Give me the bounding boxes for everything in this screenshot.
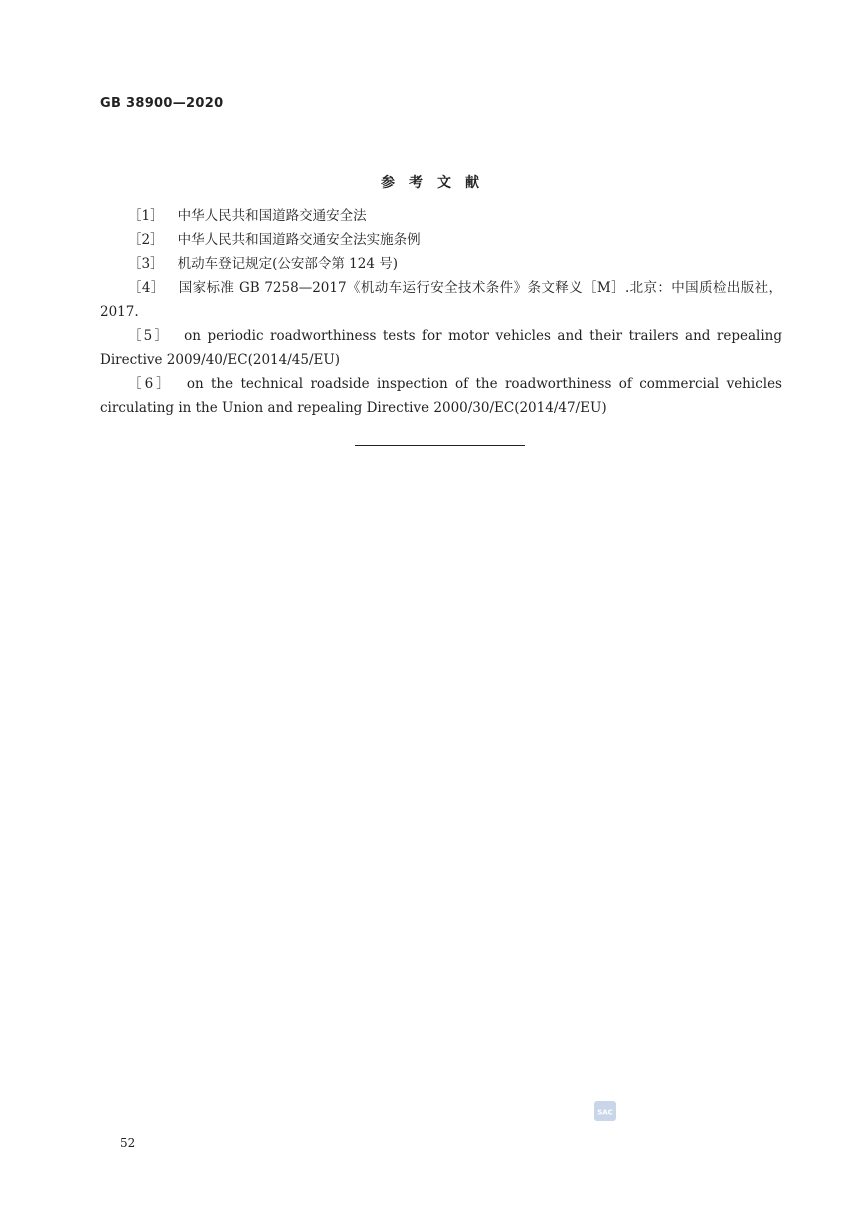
reference-item — [100, 228, 782, 252]
reference-text: 中华人民共和国道路交通安全法 — [177, 208, 367, 224]
reference-number: ［4］ — [128, 280, 165, 296]
reference-list — [100, 204, 782, 420]
section-title: 参考文献 — [381, 175, 493, 191]
reference-item — [100, 276, 782, 324]
reference-text: 中华人民共和国道路交通安全法实施条例 — [177, 232, 421, 248]
reference-text: on periodic roadworthiness tests for motor vehicles and their trailers and repealing Directive 2009/40/EC(2014/45/EU) — [100, 328, 782, 368]
page-number: 52 — [120, 1136, 136, 1150]
reference-item — [100, 252, 782, 276]
reference-text: 机动车登记规定(公安部令第 124 号) — [177, 256, 398, 272]
reference-item — [100, 324, 782, 372]
reference-number: ［5］ — [128, 328, 171, 344]
reference-number: ［1］ — [128, 208, 164, 224]
end-of-document-rule — [355, 445, 525, 446]
sac-watermark-logo — [594, 1101, 616, 1121]
reference-number: ［3］ — [128, 256, 164, 272]
standard-code: GB 38900—2020 — [100, 96, 224, 111]
reference-text: 国家标准 GB 7258—2017《机动车运行安全技术条件》条文释义［M］.北京：中国质检出版社，2017. — [100, 280, 782, 320]
reference-item — [100, 372, 782, 420]
reference-number: ［2］ — [128, 232, 164, 248]
reference-text: on the technical roadside inspection of the roadworthiness of commercial vehicles circulating in the Union and repealing Directive 2000/30/EC(2014/47/EU) — [100, 376, 782, 416]
svg-text:SAC: SAC — [597, 1108, 613, 1117]
reference-item — [100, 204, 782, 228]
reference-number: ［6］ — [128, 376, 173, 392]
